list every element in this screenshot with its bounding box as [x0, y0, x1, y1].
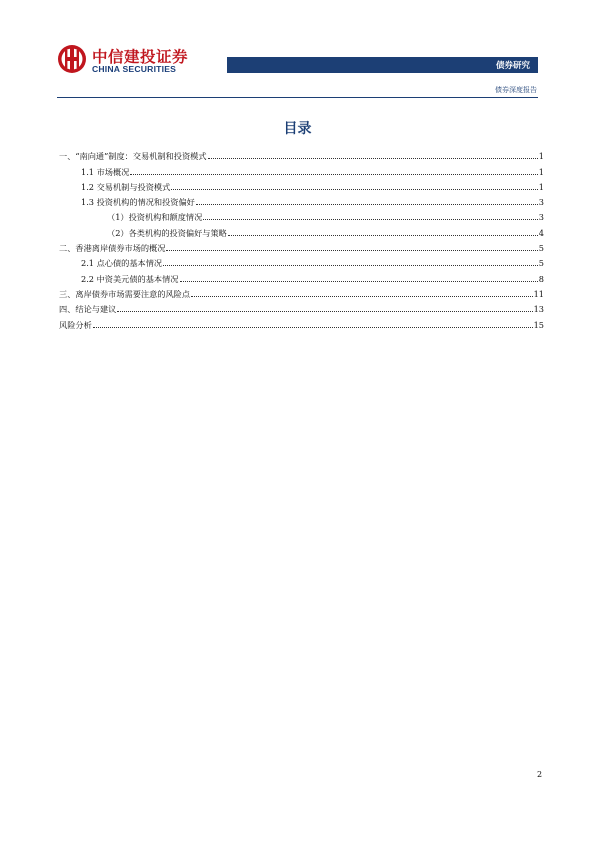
toc-leader [180, 281, 538, 282]
toc-entry-page: 8 [538, 273, 544, 284]
toc-leader [208, 158, 538, 159]
section-label: 债券研究 [495, 61, 530, 71]
toc-entry[interactable] [59, 253, 544, 268]
toc-leader [130, 174, 537, 175]
toc-entry-page: 1 [538, 151, 544, 162]
toc-entry[interactable] [59, 207, 544, 222]
toc-entry[interactable] [59, 146, 544, 161]
table-of-contents [59, 146, 544, 330]
company-logo [57, 44, 197, 76]
toc-entry[interactable] [59, 177, 544, 192]
toc-leader [93, 327, 533, 328]
toc-leader [117, 311, 532, 312]
toc-entry-page: 3 [538, 212, 544, 223]
toc-entry[interactable] [59, 299, 544, 314]
toc-entry-page: 11 [533, 288, 544, 299]
logo-english-name: CHINA SECURITIES [92, 64, 177, 74]
toc-entry[interactable] [59, 222, 544, 237]
toc-entry-text: 1.3 投资机构的情况和投资偏好 [81, 197, 195, 208]
toc-entry-page: 4 [538, 227, 544, 238]
toc-leader [166, 250, 537, 251]
toc-leader [191, 296, 533, 297]
citic-logo-icon [57, 44, 87, 74]
report-type-label: 债券深度报告 [495, 86, 537, 94]
toc-leader [196, 204, 538, 205]
page-number: 2 [537, 770, 543, 779]
toc-entry[interactable] [59, 314, 544, 329]
toc-entry-text: 1.2 交易机制与投资模式 [81, 181, 171, 192]
header-bar [227, 57, 538, 73]
toc-entry-text: 风险分析 [59, 319, 92, 330]
toc-entry-text: 2.2 中资美元债的基本情况 [81, 273, 179, 284]
toc-entry-text: （1）投资机构和额度情况 [107, 212, 203, 223]
toc-entry-text: 1.1 市场概况 [81, 166, 130, 177]
header-divider [57, 97, 538, 98]
toc-entry-page: 5 [538, 243, 544, 254]
toc-entry[interactable] [59, 284, 544, 299]
toc-entry-page: 1 [538, 166, 544, 177]
toc-entry-page: 5 [538, 258, 544, 269]
toc-entry[interactable] [59, 192, 544, 207]
toc-entry[interactable] [59, 238, 544, 253]
toc-entry[interactable] [59, 161, 544, 176]
toc-entry-text: 四、结论与建议 [59, 304, 117, 315]
toc-entry[interactable] [59, 268, 544, 283]
logo-chinese-name: 中信建投证券 [92, 48, 189, 66]
toc-leader [228, 235, 538, 236]
toc-leader [203, 219, 538, 220]
toc-entry-text: 三、离岸债券市场需要注意的风险点 [59, 288, 191, 299]
toc-entry-text: 一、“南向通”制度：交易机制和投资模式 [59, 151, 207, 162]
toc-entry-text: 二、香港离岸债券市场的概况 [59, 243, 166, 254]
toc-leader [163, 265, 538, 266]
toc-leader [171, 189, 537, 190]
toc-title: 目录 [283, 121, 312, 137]
toc-entry-page: 15 [533, 319, 544, 330]
toc-entry-page: 3 [538, 197, 544, 208]
toc-entry-page: 1 [538, 181, 544, 192]
toc-entry-page: 13 [533, 304, 544, 315]
toc-entry-text: （2）各类机构的投资偏好与策略 [107, 227, 227, 238]
toc-entry-text: 2.1 点心债的基本情况 [81, 258, 163, 269]
